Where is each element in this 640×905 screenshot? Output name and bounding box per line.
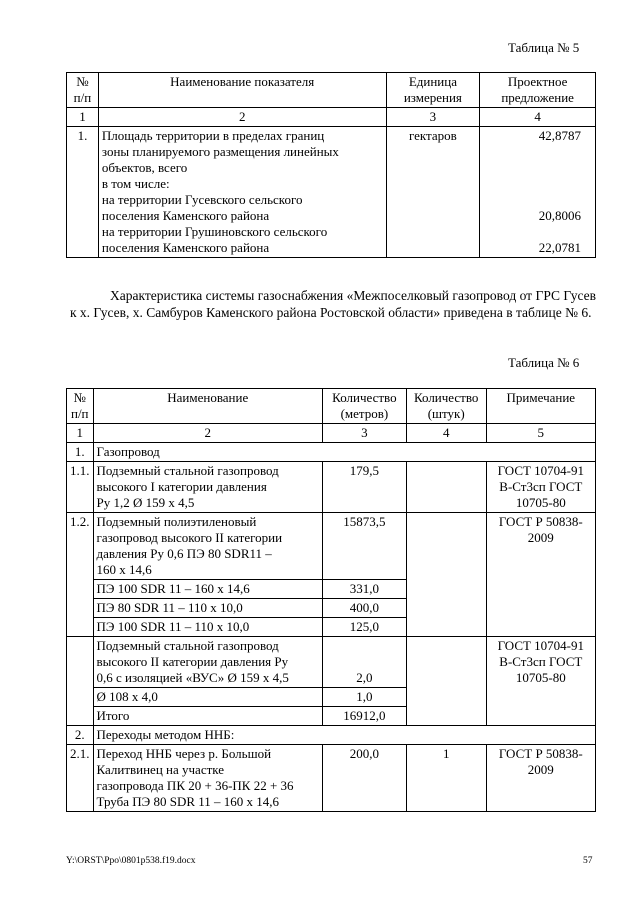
description-paragraph: Характеристика системы газоснабжения «Межпоселковый газопровод от ГРС Гусев к х. Гусев, х. Самбуров Каменского района Ростовской области» приведена в таблице № 6.	[70, 288, 596, 320]
t6-r11-pieces	[406, 462, 486, 513]
t6-note-line: 2009	[527, 530, 554, 545]
t5-h-name: Наименование показателя	[98, 73, 386, 108]
t6-steel2-note	[486, 637, 595, 726]
t6-name-line: 160 х 14,6	[96, 562, 152, 577]
t6-r12-pieces	[406, 513, 486, 637]
t5-row-unit: гектаров	[386, 127, 480, 258]
t5-h-unit: Единица измерения	[386, 73, 480, 108]
t6-name-line: Переход ННБ через р. Большой	[96, 746, 272, 761]
table6-colnum-row	[67, 424, 596, 443]
t6-total-name: Итого	[93, 707, 323, 726]
t6-note-line: 10705-80	[515, 670, 566, 685]
t6-r21-num: 2.1.	[67, 745, 94, 812]
table6-header-row	[67, 389, 596, 424]
t6-r21-pieces: 1	[406, 745, 486, 812]
t5-value1: 20,8006	[538, 208, 581, 223]
t5-n4: 4	[480, 108, 596, 127]
t6-name-line: Подземный стальной газопровод	[96, 638, 279, 653]
t6-name-line: давления Ру 0,6 ПЭ 80 SDR11 –	[96, 546, 272, 561]
t6-steel2-name	[93, 637, 323, 688]
footer-file-path: Y:\ORST\Ppo\0801p538.f19.docx	[66, 856, 196, 866]
t6-n3: 3	[323, 424, 407, 443]
t6-s1-num: 1.	[67, 443, 94, 462]
t6-note-line: В-Ст3сп ГОСТ	[499, 654, 583, 669]
table5-colnum-row	[67, 108, 596, 127]
t6-name-line: 0,6 с изоляцией «ВУС» Ø 159 х 4,5	[96, 670, 289, 685]
t6-h-name: Наименование	[93, 389, 323, 424]
table5-header-row	[67, 73, 596, 108]
t6-r12-meters: 15873,5	[323, 513, 407, 580]
t6-r11-note	[486, 462, 595, 513]
t6-h-meters: Количество (метров)	[323, 389, 407, 424]
t5-n3: 3	[386, 108, 480, 127]
table6-caption: Таблица № 6	[508, 355, 580, 370]
t6-d108-meters: 1,0	[323, 688, 407, 707]
t6-note-line: ГОСТ Р 50838-	[498, 514, 583, 529]
t5-n1: 1	[67, 108, 99, 127]
t6-r11-num: 1.1.	[67, 462, 94, 513]
t6-h-pieces: Количество (штук)	[406, 389, 486, 424]
t6-note-line: ГОСТ 10704-91	[497, 638, 585, 653]
t5-h-num: № п/п	[67, 73, 99, 108]
t5-name-line: объектов, всего	[101, 160, 188, 175]
footer-page-number: 57	[583, 856, 593, 866]
t6-r12-name	[93, 513, 323, 580]
t6-r11-meters: 179,5	[323, 462, 407, 513]
t6-pe-name: ПЭ 80 SDR 11 – 110 х 10,0	[93, 599, 323, 618]
t6-name-line: Подземный стальной газопровод	[96, 463, 279, 478]
t5-h-value: Проектное предложение	[480, 73, 596, 108]
t6-note-line: ГОСТ Р 50838-	[498, 746, 583, 761]
t6-s2-num: 2.	[67, 726, 94, 745]
t6-r21-name	[93, 745, 323, 812]
table6-row-1-1	[67, 462, 596, 513]
t6-note-line: 10705-80	[515, 495, 566, 510]
t6-name-line: высокого I категории давления	[96, 479, 267, 494]
t6-name-line: Труба ПЭ 80 SDR 11 – 160 х 14,6	[96, 794, 280, 809]
t6-r11-name	[93, 462, 323, 513]
t6-h-num: № п/п	[67, 389, 94, 424]
table5	[66, 72, 596, 258]
t6-total-meters: 16912,0	[323, 707, 407, 726]
t6-note-line: ГОСТ 10704-91	[497, 463, 585, 478]
t5-name-line: в том числе:	[101, 176, 170, 191]
t6-name-line: Калитвинец на участке	[96, 762, 225, 777]
t6-n1: 1	[67, 424, 94, 443]
t6-name-line: газопровода ПК 20 + 36-ПК 22 + 36	[96, 778, 294, 793]
t5-n2: 2	[98, 108, 386, 127]
t5-name-line: поселения Каменского района	[101, 240, 270, 255]
table5-data-row	[67, 127, 596, 258]
t6-pe-name: ПЭ 100 SDR 11 – 110 х 10,0	[93, 618, 323, 637]
t6-n5: 5	[486, 424, 595, 443]
t6-name-line: Подземный полиэтиленовый	[96, 514, 257, 529]
t6-name-line: газопровод высокого II категории	[96, 530, 283, 545]
t6-r12-num: 1.2.	[67, 513, 94, 637]
t6-steel2-meters: 2,0	[323, 637, 407, 688]
t5-name-line: на территории Гусевского сельского	[101, 192, 303, 207]
t5-row-num: 1.	[67, 127, 99, 258]
t5-name-line: зоны планируемого размещения линейных	[101, 144, 339, 159]
t6-note-line: В-Ст3сп ГОСТ	[499, 479, 583, 494]
t6-r12-note	[486, 513, 595, 637]
t5-value2: 22,0781	[538, 240, 581, 255]
t6-s2-name: Переходы методом ННБ:	[93, 726, 596, 745]
t6-pe-meters: 331,0	[323, 580, 407, 599]
table6-section1-row	[67, 443, 596, 462]
t5-total: 42,8787	[538, 128, 581, 143]
t6-pe-meters: 125,0	[323, 618, 407, 637]
t6-r21-note	[486, 745, 595, 812]
t6-s1-name: Газопровод	[93, 443, 596, 462]
t6-n2: 2	[93, 424, 323, 443]
t5-name-line: на территории Грушиновского сельского	[101, 224, 328, 239]
t6-pe-meters: 400,0	[323, 599, 407, 618]
t5-name-line: Площадь территории в пределах границ	[101, 128, 325, 143]
t6-d108-name: Ø 108 х 4,0	[93, 688, 323, 707]
t6-name-line: высокого II категории давления Ру	[96, 654, 289, 669]
table6-row-2-1	[67, 745, 596, 812]
t6-steel2-num	[67, 637, 94, 726]
t6-n4: 4	[406, 424, 486, 443]
t6-name-line: Ру 1,2 Ø 159 х 4,5	[96, 495, 195, 510]
t5-row-values	[480, 127, 596, 258]
t6-r21-meters: 200,0	[323, 745, 407, 812]
table5-caption: Таблица № 5	[508, 40, 580, 55]
table6-section2-row	[67, 726, 596, 745]
t6-pe-name: ПЭ 100 SDR 11 – 160 х 14,6	[93, 580, 323, 599]
t6-note-line: 2009	[527, 762, 554, 777]
t6-h-note: Примечание	[486, 389, 595, 424]
t6-steel2-pieces	[406, 637, 486, 726]
t5-row-name	[98, 127, 386, 258]
table6-steel2-row	[67, 637, 596, 688]
table6	[66, 388, 596, 812]
table6-row-1-2	[67, 513, 596, 580]
t5-name-line: поселения Каменского района	[101, 208, 270, 223]
